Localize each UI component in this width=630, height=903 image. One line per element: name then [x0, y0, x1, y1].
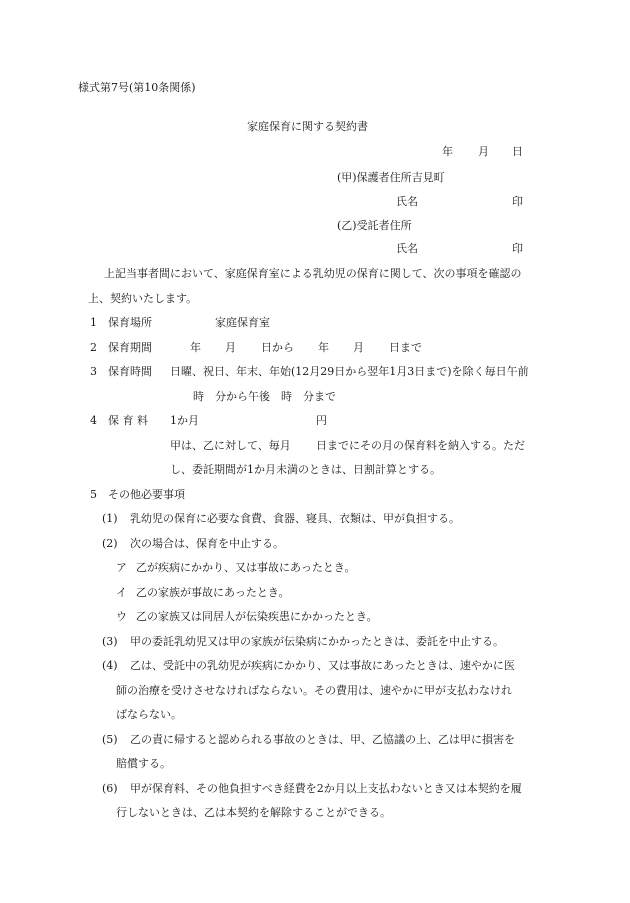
party-b-seal: 印	[512, 242, 523, 255]
party-b-name-label: 氏名	[396, 242, 418, 255]
document-title: 家庭保育に関する契約書	[247, 120, 368, 133]
fee-note-line-1b: 日までにその月の保育料を納入する。ただ	[316, 439, 525, 452]
sub-clause-text: 乙の家族又は同居人が伝染疾患にかかったとき。	[136, 610, 378, 623]
clause-number: (2)	[102, 537, 118, 550]
item-label: 保育期間	[108, 341, 152, 354]
party-a-seal: 印	[512, 195, 523, 208]
party-a-address-label: (甲)保護者住所吉見町	[337, 171, 445, 184]
clause-text: 乳幼児の保育に必要な食費、食器、寝具、衣類は、甲が負担する。	[130, 512, 460, 525]
clause-text-line: ばならない。	[116, 708, 182, 721]
clause-text-line: 乙の責に帰すると認められる事故のときは、甲、乙協議の上、乙は甲に損害を	[130, 733, 515, 746]
clause-text: 甲の委託乳幼児又は甲の家族が伝染病にかかったときは、委託を中止する。	[130, 635, 504, 648]
item-label: 保育時間	[108, 365, 152, 378]
clause-text-line: 甲が保育料、その他負担すべき経費を2か月以上支払わないとき又は本契約を履	[130, 782, 522, 795]
item-number: 1	[90, 316, 97, 329]
period-start-month: 月	[225, 341, 236, 354]
date-month-label: 月	[478, 145, 489, 158]
item-number: 4	[90, 414, 97, 427]
party-a-name-label: 氏名	[396, 195, 418, 208]
sub-clause-marker: ウ	[116, 610, 127, 623]
hours-line-2: 時 分から午後 時 分まで	[193, 390, 336, 403]
item-label: 保 育 料	[108, 414, 148, 427]
fee-note-line-1a: 甲は、乙に対して、毎月	[170, 439, 291, 452]
clause-number: (3)	[102, 635, 118, 648]
clause-text-line: 師の治療を受けさせなければならない。その費用は、速やかに甲が支払わなけれ	[116, 684, 512, 697]
fee-note-line-2: し、委託期間が1か月未満のときは、日割計算とする。	[170, 463, 441, 476]
clause-number: (6)	[102, 782, 118, 795]
sub-clause-marker: ア	[116, 561, 127, 574]
item-label: 保育場所	[108, 316, 152, 329]
party-b-address-label: (乙)受託者住所	[337, 219, 412, 232]
date-year-label: 年	[442, 145, 453, 158]
clause-number: (4)	[102, 659, 118, 672]
hours-line-1: 日曜、祝日、年末、年始(12月29日から翌年1月3日まで)を除く毎日午前	[170, 365, 529, 378]
period-end-day: 日まで	[389, 341, 422, 354]
form-number: 様式第7号(第10条関係)	[78, 81, 196, 94]
item-number: 3	[90, 365, 97, 378]
period-start-year: 年	[190, 341, 201, 354]
clause-text-line: 賠償する。	[116, 757, 171, 770]
fee-per-month-label: 1か月	[170, 414, 199, 427]
preamble-line-2: 上、契約いたします。	[88, 292, 198, 305]
sub-clause-text: 乙が疾病にかかり、又は事故にあったとき。	[136, 561, 356, 574]
place-value: 家庭保育室	[215, 316, 270, 329]
preamble-line-1: 上記当事者間において、家庭保育室による乳幼児の保育に関して、次の事項を確認の	[104, 267, 522, 280]
clause-text-line: 行しないときは、乙は本契約を解除することができる。	[116, 806, 391, 819]
clause-text: 次の場合は、保育を中止する。	[130, 537, 284, 550]
period-start-day: 日から	[261, 341, 294, 354]
item-number: 5	[90, 488, 97, 501]
clause-number: (5)	[102, 733, 118, 746]
clause-text-line: 乙は、受託中の乳幼児が疾病にかかり、又は事故にあったときは、速やかに医	[130, 659, 515, 672]
period-end-year: 年	[318, 341, 329, 354]
sub-clause-text: 乙の家族が事故にあったとき。	[136, 586, 290, 599]
fee-yen-label: 円	[316, 414, 327, 427]
item-label: その他必要事項	[108, 488, 185, 501]
sub-clause-marker: イ	[116, 586, 127, 599]
clause-number: (1)	[102, 512, 118, 525]
period-end-month: 月	[353, 341, 364, 354]
item-number: 2	[90, 341, 97, 354]
date-day-label: 日	[512, 145, 523, 158]
